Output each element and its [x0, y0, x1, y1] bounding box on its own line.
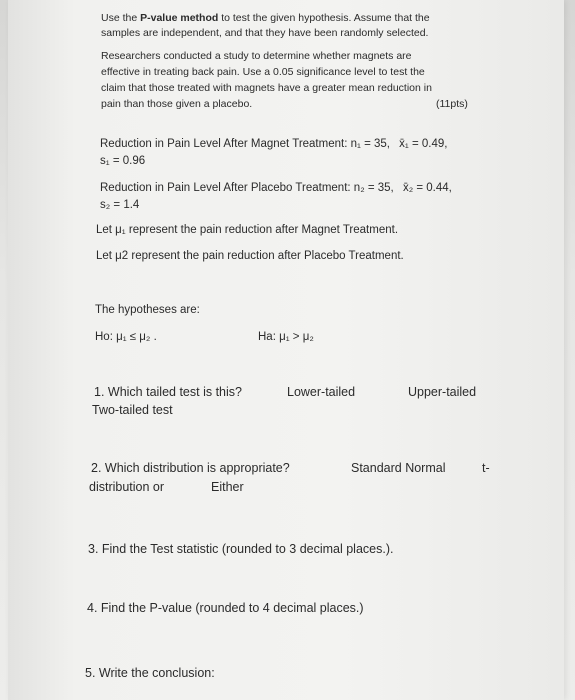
null-hypothesis: Ho: μ₁ ≤ μ₂ . [95, 331, 157, 343]
hypotheses-title: The hypotheses are: [95, 304, 200, 316]
question-2: 2. Which distribution is appropriate? [91, 461, 290, 475]
intro-line-5: claim that those treated with magnets have a greater mean reduction in [101, 82, 432, 94]
magnet-n: n₁ = 35, [350, 138, 390, 150]
q2-option-t-part2[interactable]: distribution or [89, 480, 165, 494]
q2-option-either[interactable]: Either [211, 480, 244, 494]
let-mu2: Let μ2 represent the pain reduction after Placebo Treatment. [96, 250, 404, 262]
intro-l1-bold: P-value method [140, 12, 219, 24]
let-mu1: Let μ₁ represent the pain reduction after Magnet Treatment. [96, 224, 399, 236]
magnet-line [100, 138, 448, 150]
intro-line-6: pain than those given a placebo. [101, 98, 253, 110]
question-1: 1. Which tailed test is this? [94, 385, 242, 399]
worksheet-page [8, 0, 564, 700]
question-3: 3. Find the Test statistic (rounded to 3 decimal places.). [88, 542, 394, 556]
placebo-line [100, 182, 452, 194]
points-label: (11pts) [436, 98, 468, 110]
q2-option-standard-normal[interactable]: Standard Normal [351, 461, 446, 475]
magnet-label: Reduction in Pain Level After Magnet Treatment: [100, 138, 348, 150]
placebo-s: s₂ = 1.4 [100, 199, 140, 211]
placebo-xbar: x̄₂ = 0.44, [402, 182, 452, 194]
q1-option-upper-tailed[interactable]: Upper-tailed [408, 385, 477, 399]
q2-option-t-part1[interactable]: t- [482, 461, 490, 475]
intro-line-3: Researchers conducted a study to determine whether magnets are [101, 50, 412, 62]
magnet-xbar: x̄₁ = 0.49, [399, 138, 448, 150]
intro-l1-post: to test the given hypothesis. Assume that the [218, 12, 430, 24]
placebo-label: Reduction in Pain Level After Placebo Treatment: [100, 182, 351, 194]
question-5: 5. Write the conclusion: [85, 666, 215, 680]
placebo-n: n₂ = 35, [353, 182, 394, 194]
q1-option-two-tailed[interactable]: Two-tailed test [92, 403, 173, 417]
q1-option-lower-tailed[interactable]: Lower-tailed [287, 385, 356, 399]
intro-l1-pre: Use the [101, 12, 141, 24]
magnet-s: s₁ = 0.96 [100, 155, 146, 167]
alt-hypothesis: Ha: μ₁ > μ₂ [258, 331, 314, 343]
intro-line-2: samples are independent, and that they have been randomly selected. [101, 27, 429, 39]
question-4: 4. Find the P-value (rounded to 4 decimal places.) [87, 601, 364, 615]
intro-line-4: effective in treating back pain. Use a 0.05 significance level to test the [101, 66, 425, 78]
intro-line-1 [101, 11, 430, 26]
